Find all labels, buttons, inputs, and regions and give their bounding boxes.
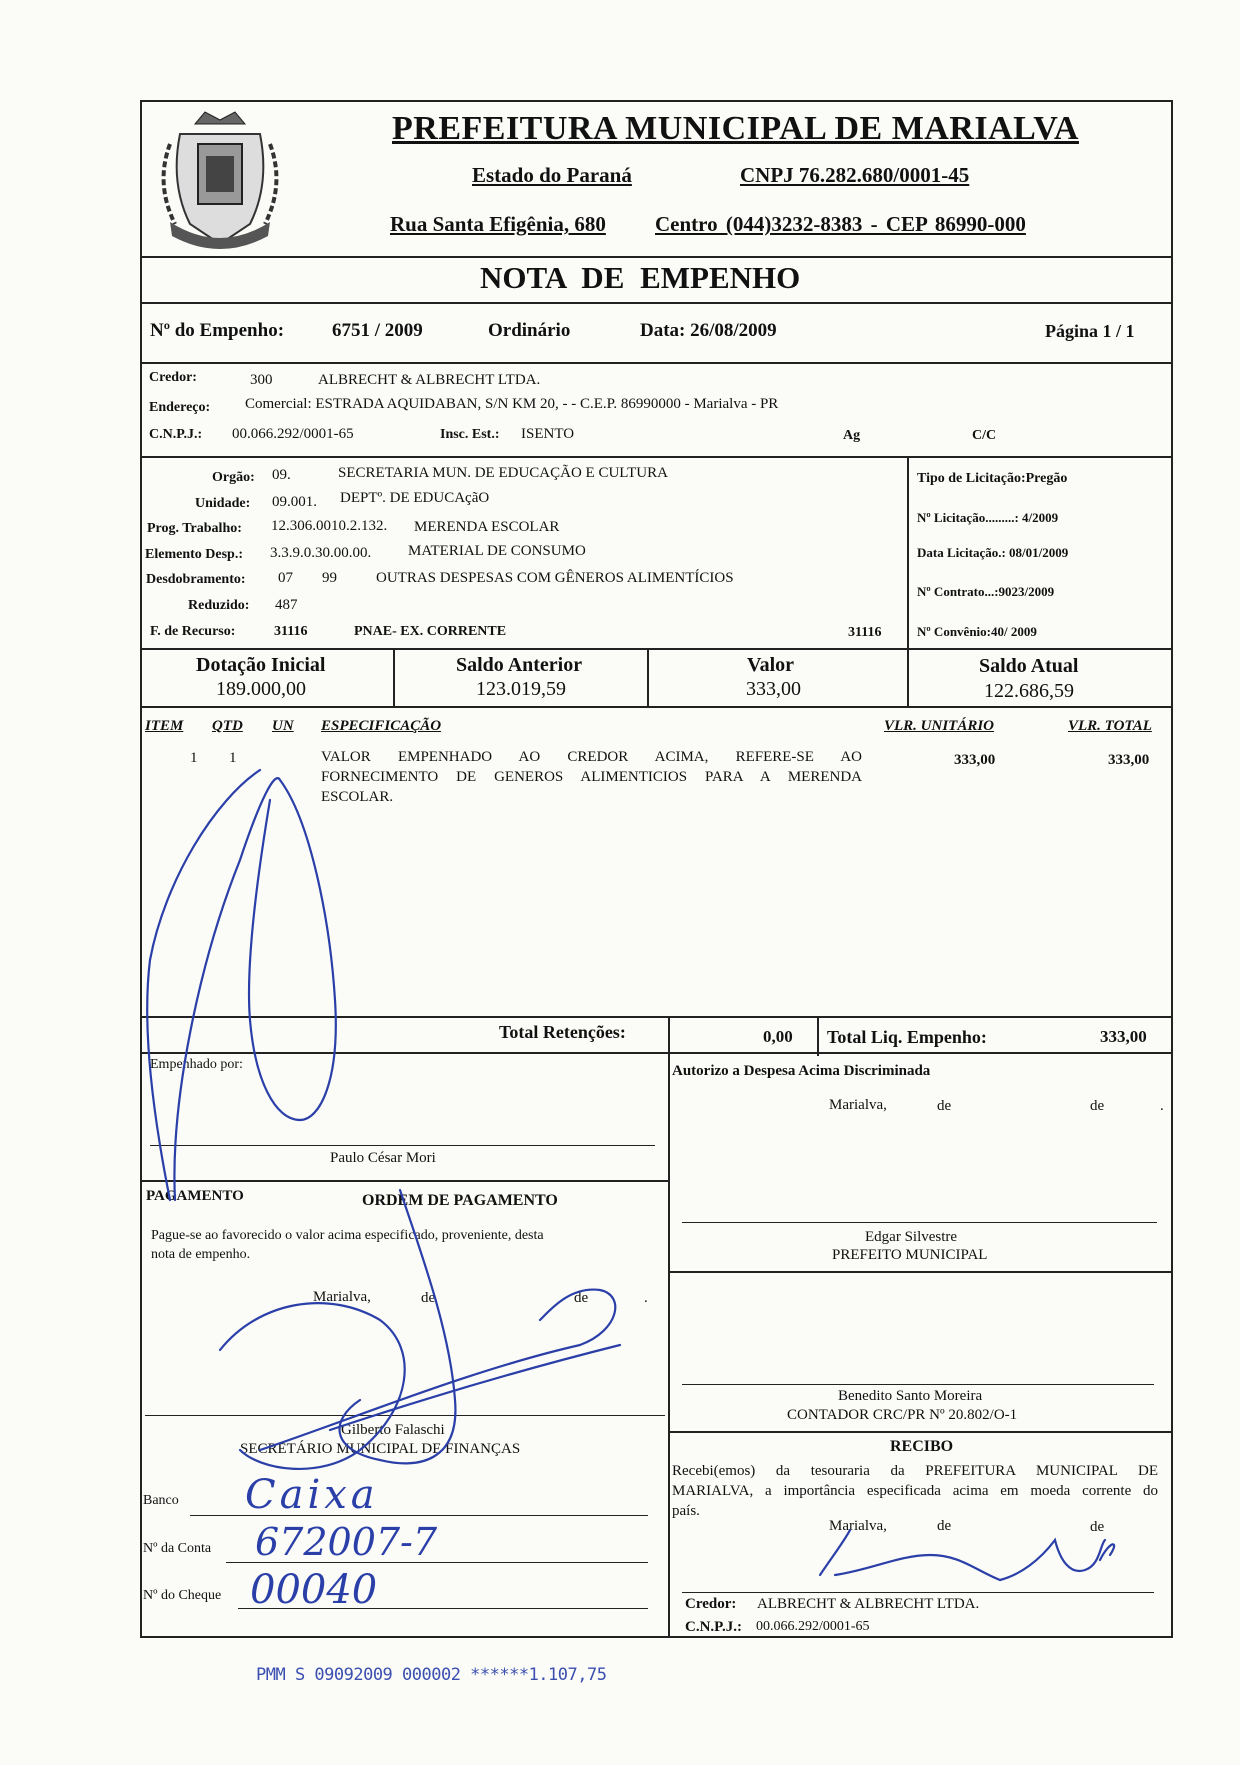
line xyxy=(668,1271,1173,1273)
autorizo-label: Autorizo a Despesa Acima Discriminada xyxy=(672,1063,931,1079)
secretario-cargo: SECRETÁRIO MUNICIPAL DE FINANÇAS xyxy=(240,1441,521,1457)
item-qtd: 1 xyxy=(229,750,237,766)
item-unit-value: 333,00 xyxy=(954,752,996,768)
desdobramento-label: Desdobramento: xyxy=(146,572,246,587)
endereco-value: Comercial: ESTRADA AQUIDABAN, S/N KM 20, - - C.E.P. 86990000 - Marialva - PR xyxy=(245,396,779,412)
prog-code: 12.306.0010.2.132. xyxy=(271,518,388,534)
line xyxy=(817,1016,819,1056)
empenho-label: Nº do Empenho: xyxy=(150,320,285,341)
saldo-anterior-label: Saldo Anterior xyxy=(456,654,583,676)
desdobramento-value: OUTRAS DESPESAS COM GÊNEROS ALIMENTÍCIOS xyxy=(376,570,734,586)
item-total-value: 333,00 xyxy=(1108,752,1150,768)
retencoes-value: 0,00 xyxy=(763,1027,793,1046)
item-spec-line-3: ESCOLAR. xyxy=(321,789,394,805)
retencoes-label: Total Retenções: xyxy=(499,1022,626,1042)
unidade-value: DEPTº. DE EDUCAçãO xyxy=(340,490,490,506)
licitacao-contrato: Nº Contrato...:9023/2009 xyxy=(917,584,1055,599)
signature-line xyxy=(145,1415,665,1416)
signature-line xyxy=(150,1145,655,1146)
header-address: Rua Santa Efigênia, 680 xyxy=(390,212,606,236)
valor-value: 333,00 xyxy=(746,678,801,700)
orgao-value: SECRETARIA MUN. DE EDUCAÇÃO E CULTURA xyxy=(338,465,668,481)
ordem-pagamento-label: ORDEM DE PAGAMENTO xyxy=(362,1192,558,1209)
recibo-marialva: Marialva, xyxy=(829,1518,887,1534)
line xyxy=(668,1052,670,1638)
recibo-title: RECIBO xyxy=(890,1438,954,1455)
line xyxy=(140,302,1173,304)
line xyxy=(393,648,395,706)
ordem-ponto: . xyxy=(644,1290,648,1306)
conta-label: Nº da Conta xyxy=(143,1541,212,1556)
line xyxy=(668,1016,670,1056)
desdobramento-a: 07 xyxy=(278,570,293,586)
licitacao-data: Data Licitação.: 08/01/2009 xyxy=(917,545,1069,560)
recibo-cnpj-label: C.N.P.J.: xyxy=(685,1619,742,1635)
agencia-label: Ag xyxy=(843,428,861,443)
line xyxy=(140,1180,668,1182)
liquido-value: 333,00 xyxy=(1100,1027,1147,1046)
ordem-de-2: de xyxy=(574,1290,589,1306)
col-un-header: UN xyxy=(272,718,294,734)
recibo-text-3: país. xyxy=(672,1503,700,1519)
line xyxy=(907,648,909,706)
desdobramento-b: 99 xyxy=(322,570,337,586)
col-qtd-header: QTD xyxy=(212,718,243,734)
autorizo-de-2: de xyxy=(1090,1098,1105,1114)
credor-cnpj-label: C.N.P.J.: xyxy=(149,427,203,442)
elemento-value: MATERIAL DE CONSUMO xyxy=(408,543,586,559)
recibo-text-1: Recebi(emos) da tesouraria da PREFEITURA MUNICIPAL DE xyxy=(672,1463,1158,1479)
line xyxy=(140,706,1173,708)
empenhado-por-nome: Paulo César Mori xyxy=(330,1150,436,1166)
recibo-credor-label: Credor: xyxy=(685,1596,737,1612)
endereco-label: Endereço: xyxy=(149,400,211,415)
recurso-value: PNAE- EX. CORRENTE xyxy=(354,624,507,639)
saldo-atual-label: Saldo Atual xyxy=(979,655,1079,677)
liquido-label: Total Liq. Empenho: xyxy=(827,1027,987,1047)
autorizo-de-1: de xyxy=(937,1098,952,1114)
credor-code: 300 xyxy=(250,372,273,388)
prefeito-nome: Edgar Silvestre xyxy=(865,1229,958,1245)
recibo-cnpj: 00.066.292/0001-65 xyxy=(756,1619,870,1634)
recurso-code: 31116 xyxy=(274,624,308,639)
line xyxy=(140,648,1173,650)
conta-handwritten: 672007-7 xyxy=(255,1520,438,1564)
recurso-label: F. de Recurso: xyxy=(150,624,236,639)
prog-value: MERENDA ESCOLAR xyxy=(414,519,560,535)
line xyxy=(668,1431,1173,1433)
ordem-marialva: Marialva, xyxy=(313,1289,371,1305)
recibo-de-2: de xyxy=(1090,1519,1105,1535)
recurso-code-2: 31116 xyxy=(848,625,882,640)
cheque-label: Nº do Cheque xyxy=(143,1588,222,1603)
reduzido-value: 487 xyxy=(275,597,298,613)
dotacao-value: 189.000,00 xyxy=(216,678,306,700)
dotacao-label: Dotação Inicial xyxy=(196,654,326,676)
recibo-text-2: MARIALVA, a importância especificada acima em moeda corrente do xyxy=(672,1483,1158,1499)
empenho-type: Ordinário xyxy=(488,320,571,341)
prefeito-cargo: PREFEITO MUNICIPAL xyxy=(832,1247,988,1263)
signature-line xyxy=(682,1384,1154,1385)
line xyxy=(140,256,1173,258)
pague-text-2: nota de empenho. xyxy=(151,1247,251,1262)
banco-label: Banco xyxy=(143,1493,179,1508)
insc-value: ISENTO xyxy=(521,426,575,442)
header-contact: Centro (044)3232-8383 - CEP 86990-000 xyxy=(655,212,1026,236)
valor-label: Valor xyxy=(747,654,795,676)
autorizo-ponto: . xyxy=(1160,1098,1164,1114)
header-title: PREFEITURA MUNICIPAL DE MARIALVA xyxy=(392,110,1079,147)
saldo-anterior-value: 123.019,59 xyxy=(476,678,566,700)
recibo-credor-nome: ALBRECHT & ALBRECHT LTDA. xyxy=(757,1596,980,1612)
empenho-number: 6751 / 2009 xyxy=(332,320,423,341)
elemento-label: Elemento Desp.: xyxy=(145,547,243,562)
header-state: Estado do Paraná xyxy=(472,163,632,187)
pague-text-1: Pague-se ao favorecido o valor acima especificado, proveniente, desta xyxy=(151,1228,544,1243)
orgao-label: Orgão: xyxy=(212,470,255,485)
doc-title: NOTA DE EMPENHO xyxy=(480,260,801,295)
crest-logo xyxy=(150,104,290,254)
credor-label: Credor: xyxy=(149,370,197,385)
secretario-nome: Gilberto Falaschi xyxy=(341,1422,445,1438)
insc-label: Insc. Est.: xyxy=(440,427,500,442)
line xyxy=(647,648,649,706)
item-spec-line-1: VALOR EMPENHADO AO CREDOR ACIMA, REFERE-SE AO xyxy=(321,749,862,765)
licitacao-tipo: Tipo de Licitação:Pregão xyxy=(917,471,1068,486)
line xyxy=(140,1016,1173,1018)
empenho-page: Página 1 / 1 xyxy=(1045,321,1135,341)
ordem-de-1: de xyxy=(421,1290,436,1306)
banco-handwritten: Caixa xyxy=(245,1472,379,1518)
contador-nome: Benedito Santo Moreira xyxy=(838,1388,983,1404)
recibo-de-1: de xyxy=(937,1518,952,1534)
elemento-code: 3.3.9.0.30.00.00. xyxy=(270,545,372,561)
unidade-code: 09.001. xyxy=(272,494,317,510)
line xyxy=(140,456,1173,458)
pagamento-label: PAGAMENTO xyxy=(146,1188,244,1204)
conta-corrente-label: C/C xyxy=(972,428,997,443)
col-item-header: ITEM xyxy=(145,718,184,734)
credor-name: ALBRECHT & ALBRECHT LTDA. xyxy=(318,372,541,388)
header-cnpj: CNPJ 76.282.680/0001-45 xyxy=(740,163,970,187)
autorizo-marialva: Marialva, xyxy=(829,1097,887,1113)
reduzido-label: Reduzido: xyxy=(188,598,250,613)
col-unit-header: VLR. UNITÁRIO xyxy=(884,718,995,734)
signature-line xyxy=(682,1222,1157,1223)
bank-stamp: PMM S 09092009 000002 ******1.107,75 xyxy=(256,1665,607,1685)
line xyxy=(140,1052,1173,1054)
col-total-header: VLR. TOTAL xyxy=(1068,718,1152,734)
orgao-code: 09. xyxy=(272,467,291,483)
credor-cnpj: 00.066.292/0001-65 xyxy=(232,426,354,442)
col-spec-header: ESPECIFICAÇÃO xyxy=(321,718,442,734)
item-spec-line-2: FORNECIMENTO DE GENEROS ALIMENTICIOS PARA A MERENDA xyxy=(321,769,862,785)
cheque-handwritten: 00040 xyxy=(250,1567,378,1613)
unidade-label: Unidade: xyxy=(195,496,251,511)
signature-line xyxy=(682,1592,1154,1593)
line xyxy=(140,362,1173,364)
licitacao-convenio: Nº Convênio:40/ 2009 xyxy=(917,624,1037,639)
saldo-atual-value: 122.686,59 xyxy=(984,680,1074,702)
item-number: 1 xyxy=(190,750,198,766)
empenhado-por-label: Empenhado por: xyxy=(150,1057,243,1072)
prog-label: Prog. Trabalho: xyxy=(147,521,242,536)
empenho-date: Data: 26/08/2009 xyxy=(640,320,777,341)
contador-cargo: CONTADOR CRC/PR Nº 20.802/O-1 xyxy=(787,1407,1018,1423)
line xyxy=(907,456,909,648)
licitacao-numero: Nº Licitação.........: 4/2009 xyxy=(917,510,1059,525)
